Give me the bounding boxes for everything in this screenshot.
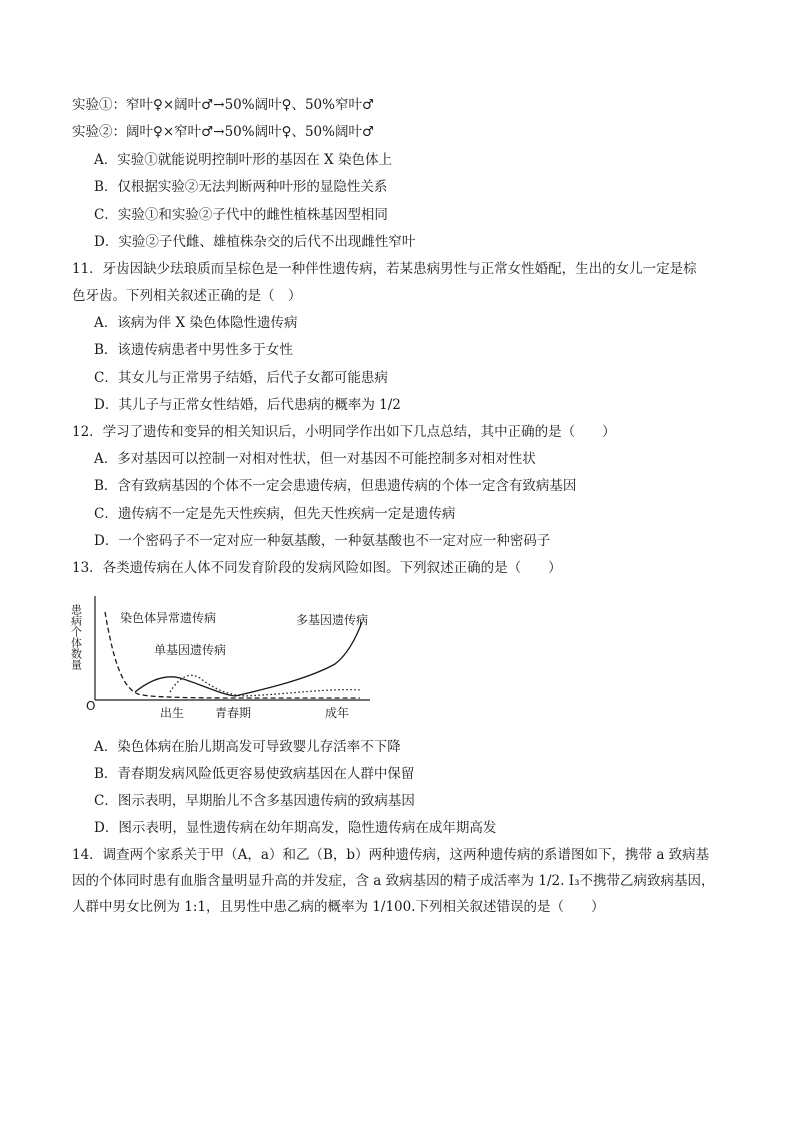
q11-stem-line2: 色牙齿。下列相关叙述正确的是（ ） [72,288,302,304]
q12-option-b: B．含有致病基因的个体不一定会患遗传病，但患遗传病的个体一定含有致病基因 [94,478,577,494]
q14-stem: 14．调查两个家系关于甲（A，a）和乙（B，b）两种遗传病，这两种遗传病的系谱图如下，携带 a 致病基因的个体同时患有血脂含量明显升高的并发症，含 a 致病基因的精子成活率为 1/2. Ⅰ₃不携带乙病致病基因，人群中男女比例为 1:1，且男性中患乙病的概率为 1/100.下列相关叙述错误的是（ ） [72,847,715,915]
origin-label: O [86,699,96,713]
disease-risk-figure [70,592,390,722]
q11-stem-line1: 11．牙齿因缺少珐琅质而呈棕色是一种伴性遗传病，若某患病男性与正常女性婚配，生出的女儿一定是棕 [72,261,697,277]
q10-option-a: A．实验①就能说明控制叶形的基因在 X 染色体上 [94,152,392,168]
polygenic-curve [235,622,362,696]
q13-option-d: D．图示表明，显性遗传病在幼年期高发，隐性遗传病在成年期高发 [94,820,497,836]
x-label-adult: 成年 [325,706,350,720]
q11-option-a: A．该病为伴 X 染色体隐性遗传病 [94,315,298,331]
q11-option-b: B．该遗传病患者中男性多于女性 [94,342,293,358]
q12-option-a: A．多对基因可以控制一对相对性状，但一对基因不可能控制多对相对性状 [94,451,536,467]
single-gene-curve [135,677,235,696]
x-label-birth: 出生 [160,706,185,720]
q12-option-d: D．一个密码子不一定对应一种氨基酸，一种氨基酸也不一定对应一种密码子 [94,533,551,549]
x-label-puberty: 青春期 [215,706,252,720]
q13-stem: 13．各类遗传病在人体不同发育阶段的发病风险如图。下列叙述正确的是（ ） [72,560,562,576]
q12-option-c: C．遗传病不一定是先天性疾病，但先天性疾病一定是遗传病 [94,506,456,522]
q11-option-d: D．其儿子与正常女性结婚，后代患病的概率为 1/2 [94,397,401,413]
exp1-line: 实验①：窄叶♀×阔叶♂→50%阔叶♀、50%窄叶♂ [72,97,375,113]
q10-option-d: D．实验②子代雌、雄植株杂交的后代不出现雌性窄叶 [94,234,416,250]
q11-option-c: C．其女儿与正常男子结婚，后代子女都可能患病 [94,370,388,386]
curve-label-single-gene: 单基因遗传病 [154,643,227,657]
exp2-line: 实验②：阔叶♀×窄叶♂→50%阔叶♀、50%阔叶♂ [72,124,375,140]
y-axis-label: 患病个体数量 [70,604,83,670]
q10-option-c: C．实验①和实验②子代中的雌性植株基因型相同 [94,207,388,223]
q13-option-a: A．染色体病在胎儿期高发可导致婴儿存活率不下降 [94,739,401,755]
q12-stem: 12．学习了遗传和变异的相关知识后，小明同学作出如下几点总结，其中正确的是（ ） [72,424,616,440]
curve-label-chromosome: 染色体异常遗传病 [120,611,217,625]
q10-option-b: B．仅根据实验②无法判断两种叶形的显隐性关系 [94,179,388,195]
q13-option-c: C．图示表明，早期胎儿不含多基因遗传病的致病基因 [94,793,415,809]
dotted-curve [170,675,360,696]
curve-label-polygenic: 多基因遗传病 [296,613,369,627]
q13-option-b: B．青春期发病风险低更容易使致病基因在人群中保留 [94,766,415,782]
